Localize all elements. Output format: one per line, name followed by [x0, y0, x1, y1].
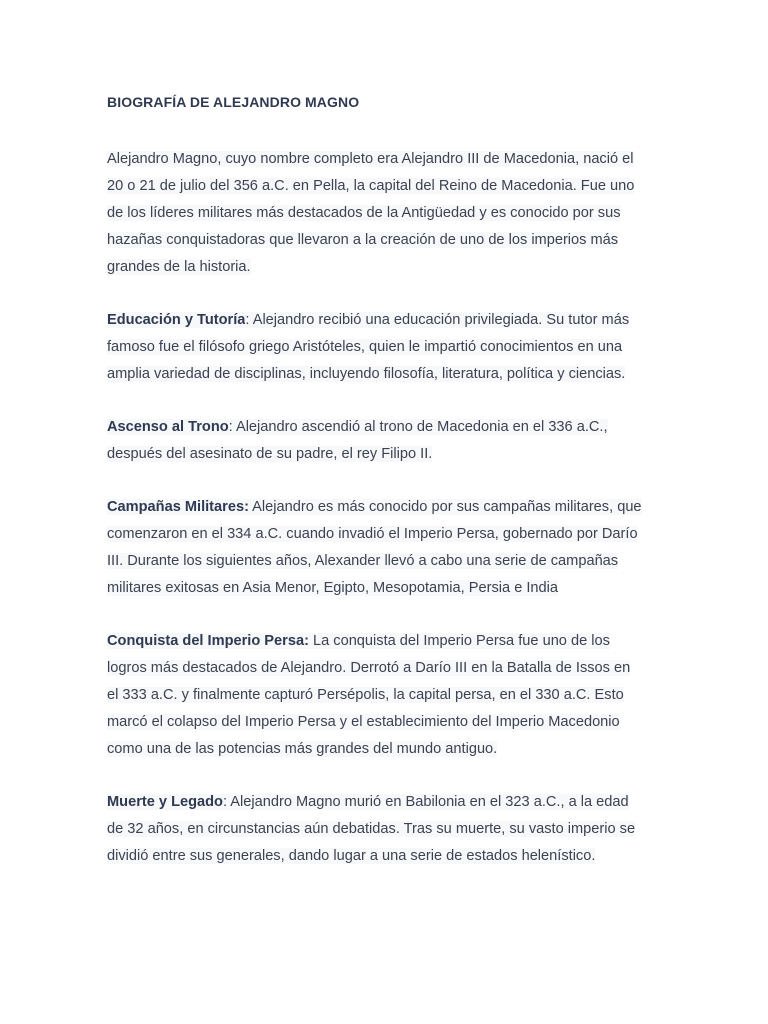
paragraph-line: Educación y Tutoría: Alejandro recibió una educación privilegiada. Su tutor más — [107, 312, 630, 328]
document-title: BIOGRAFÍA DE ALEJANDRO MAGNO — [107, 94, 360, 110]
section-heading: Conquista del Imperio Persa: — [107, 633, 309, 649]
intro-paragraph — [107, 146, 707, 281]
section-campaigns — [107, 494, 707, 602]
section-persian-conquest — [107, 628, 707, 763]
paragraph-line: hazañas conquistadoras que llevaron a la creación de uno de los imperios más — [107, 232, 619, 248]
paragraph-line: amplia variedad de disciplinas, incluyendo filosofía, literatura, política y ciencias. — [107, 366, 626, 382]
paragraph-line: Conquista del Imperio Persa: La conquista del Imperio Persa fue uno de los — [107, 633, 610, 649]
paragraph-line: Campañas Militares: Alejandro es más conocido por sus campañas militares, que — [107, 499, 642, 515]
document-page — [107, 90, 707, 896]
section-throne — [107, 414, 707, 468]
paragraph-line: Muerte y Legado: Alejandro Magno murió en Babilonia en el 323 a.C., a la edad — [107, 794, 629, 810]
paragraph-line: III. Durante los siguientes años, Alexander llevó a cabo una serie de campañas — [107, 553, 619, 569]
paragraph-line: famoso fue el filósofo griego Aristóteles, quien le impartió conocimientos en una — [107, 339, 623, 355]
paragraph-line: el 333 a.C. y finalmente capturó Persépolis, la capital persa, en el 330 a.C. Esto — [107, 687, 624, 703]
section-heading: Campañas Militares: — [107, 499, 249, 515]
section-death-legacy — [107, 789, 707, 870]
paragraph-line: 20 o 21 de julio del 356 a.C. en Pella, la capital del Reino de Macedonia. Fue uno — [107, 178, 635, 194]
paragraph-line: militares exitosas en Asia Menor, Egipto, Mesopotamia, Persia e India — [107, 580, 559, 596]
paragraph-line: grandes de la historia. — [107, 259, 251, 275]
section-heading: Ascenso al Trono — [107, 419, 229, 435]
section-heading: Educación y Tutoría — [107, 312, 246, 328]
paragraph-line: dividió entre sus generales, dando lugar a una serie de estados helenístico. — [107, 848, 596, 864]
section-education — [107, 307, 707, 388]
paragraph-line: como una de las potencias más grandes del mundo antiguo. — [107, 741, 498, 757]
section-heading: Muerte y Legado — [107, 794, 223, 810]
paragraph-line: Ascenso al Trono: Alejandro ascendió al trono de Macedonia en el 336 a.C., — [107, 419, 608, 435]
paragraph-line: de los líderes militares más destacados de la Antigüedad y es conocido por sus — [107, 205, 621, 221]
paragraph-line: marcó el colapso del Imperio Persa y el establecimiento del Imperio Macedonio — [107, 714, 620, 730]
paragraph-line: Alejandro Magno, cuyo nombre completo era Alejandro III de Macedonia, nació el — [107, 151, 634, 167]
paragraph-line: comenzaron en el 334 a.C. cuando invadió el Imperio Persa, gobernado por Darío — [107, 526, 638, 542]
paragraph-line: de 32 años, en circunstancias aún debatidas. Tras su muerte, su vasto imperio se — [107, 821, 636, 837]
paragraph-line: logros más destacados de Alejandro. Derrotó a Darío III en la Batalla de Issos en — [107, 660, 631, 676]
paragraph-line: después del asesinato de su padre, el rey Filipo II. — [107, 446, 433, 462]
